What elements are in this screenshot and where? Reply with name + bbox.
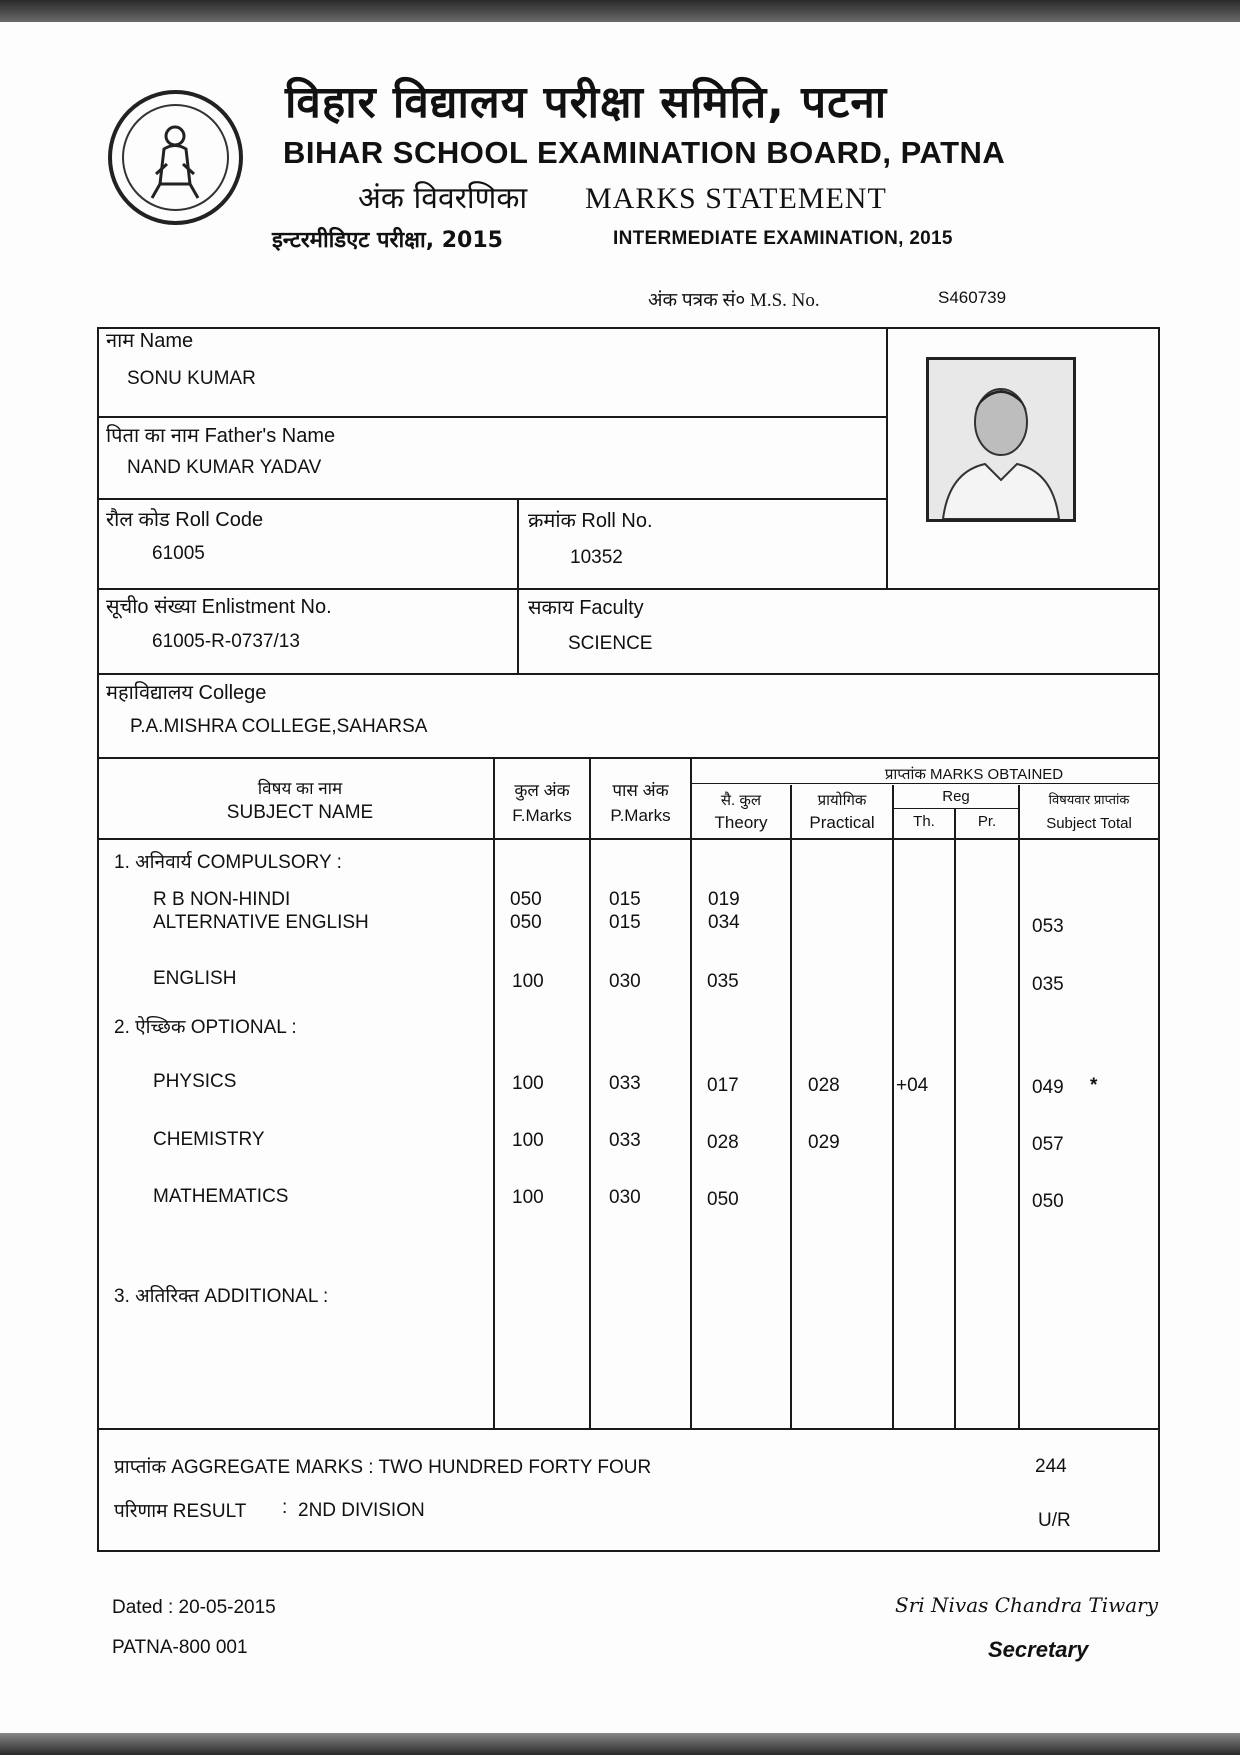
box-left-border (97, 327, 99, 1552)
reg-header: Reg (942, 788, 970, 805)
col-divider-theory (690, 757, 692, 1429)
subject-total: 057 (1032, 1134, 1064, 1155)
col-divider-pmarks (589, 757, 591, 1429)
subject-name: ALTERNATIVE ENGLISH (153, 912, 369, 933)
marks-obtained-header: प्राप्तांक MARKS OBTAINED (884, 766, 1064, 783)
statement-title-english: MARKS STATEMENT (585, 182, 887, 215)
result-colon: : (282, 1497, 288, 1518)
box-bottom-border (97, 1550, 1159, 1552)
col-divider-total (1018, 785, 1020, 1429)
pass-marks: 030 (609, 1187, 641, 1208)
exam-title-english: INTERMEDIATE EXAMINATION, 2015 (613, 228, 953, 249)
result-value: 2ND DIVISION (298, 1500, 425, 1521)
theory-header-hindi: सै. कुल (720, 792, 762, 809)
enlistment-no: 61005-R-0737/13 (152, 631, 300, 652)
student-name: SONU KUMAR (127, 368, 256, 389)
father-row-divider (97, 498, 887, 500)
full-marks: 100 (512, 971, 544, 992)
enlist-row-divider (97, 673, 1159, 675)
subject-total: 035 (1032, 974, 1064, 995)
full-marks: 050 (510, 889, 542, 910)
subject-name: R B NON-HINDI (153, 889, 291, 910)
aggregate-marks-label: प्राप्तांक AGGREGATE MARKS : TWO HUNDRED FORTY FOUR (114, 1457, 652, 1478)
subject-total: 050 (1032, 1191, 1064, 1212)
roll-row-divider (97, 588, 1159, 590)
ms-no-label: अंक पत्रक सं० M.S. No. (648, 290, 820, 311)
college-row-divider (97, 757, 1159, 759)
subject-name: MATHEMATICS (153, 1186, 289, 1207)
subject-header-hindi: विषय का नाम (257, 779, 343, 798)
section-optional: 2. ऐच्छिक OPTIONAL : (114, 1017, 297, 1038)
ms-no-value: S460739 (938, 288, 1007, 307)
info-box-top-border (97, 327, 1159, 329)
pmarks-header-hindi: पास अंक (612, 781, 669, 800)
place-pin: PATNA-800 001 (112, 1637, 248, 1658)
col-divider-reg (892, 785, 894, 1429)
reg-theory-marks: +04 (896, 1075, 929, 1096)
full-marks: 050 (510, 912, 542, 933)
father-name-label: पिता का नाम Father's Name (106, 425, 336, 447)
subject-name: CHEMISTRY (153, 1129, 265, 1150)
college-name: P.A.MISHRA COLLEGE,SAHARSA (130, 716, 428, 737)
faculty-label: सकाय Faculty (528, 597, 644, 619)
student-photo (926, 357, 1076, 522)
reg-header-divider (892, 808, 1018, 809)
secretary-signature: Sri Nivas Chandra Tiwary (895, 1593, 1159, 1617)
scan-bottom-border (0, 1733, 1240, 1755)
pmarks-header: P.Marks (610, 806, 671, 825)
fmarks-header-hindi: कुल अंक (514, 781, 570, 800)
theory-marks: 019 (708, 889, 740, 910)
exam-title-hindi: इन्टरमीडिएट परीक्षा, 2015 (272, 228, 503, 253)
section-compulsory: 1. अनिवार्य COMPULSORY : (114, 852, 342, 873)
section-additional: 3. अतिरिक्त ADDITIONAL : (114, 1286, 329, 1307)
practical-header: Practical (809, 813, 875, 832)
asterisk-mark: * (1090, 1075, 1098, 1096)
name-label: नाम Name (106, 330, 194, 352)
theory-marks: 017 (707, 1075, 739, 1096)
pass-marks: 015 (609, 912, 641, 933)
college-label: महाविद्यालय College (106, 682, 267, 704)
practical-header-hindi: प्रायोगिक (817, 792, 867, 809)
statement-title-hindi: अंक विवरणिका (358, 181, 528, 216)
table-bottom-border (97, 1428, 1159, 1430)
fmarks-header: F.Marks (512, 806, 572, 825)
name-row-divider (97, 416, 887, 418)
theory-marks: 050 (707, 1189, 739, 1210)
board-name-english: BIHAR SCHOOL EXAMINATION BOARD, PATNA (283, 135, 1006, 170)
enlistment-label: सूचीo संख्या Enlistment No. (106, 596, 332, 618)
theory-marks: 034 (708, 912, 740, 933)
roll-no-label: क्रमांक Roll No. (528, 510, 653, 532)
father-name: NAND KUMAR YADAV (127, 457, 322, 478)
subject-name: PHYSICS (153, 1071, 237, 1092)
pass-marks: 033 (609, 1130, 641, 1151)
pass-marks: 030 (609, 971, 641, 992)
photo-column-divider (886, 327, 888, 589)
col-divider-practical (790, 785, 792, 1429)
practical-marks: 028 (808, 1075, 840, 1096)
full-marks: 100 (512, 1130, 544, 1151)
date-issued: Dated : 20-05-2015 (112, 1597, 276, 1618)
reg-pr-header: Pr. (977, 813, 997, 830)
subject-header: SUBJECT NAME (226, 802, 374, 823)
full-marks: 100 (512, 1187, 544, 1208)
theory-marks: 028 (707, 1132, 739, 1153)
scan-top-border (0, 0, 1240, 22)
subject-total-header-hindi: विषयवार प्राप्तांक (1048, 792, 1130, 807)
col-divider-reg-th (954, 808, 956, 1429)
theory-marks: 035 (707, 971, 739, 992)
faculty: SCIENCE (568, 633, 653, 654)
pass-marks: 015 (609, 889, 641, 910)
practical-marks: 029 (808, 1132, 840, 1153)
theory-header: Theory (714, 813, 768, 832)
subject-name: ENGLISH (153, 968, 237, 989)
col-divider-fmarks (493, 757, 495, 1429)
roll-code: 61005 (152, 543, 205, 564)
reg-th-header: Th. (913, 813, 935, 830)
result-label: परिणाम RESULT (114, 1501, 247, 1522)
table-header-bottom-border (97, 838, 1159, 840)
pass-marks: 033 (609, 1073, 641, 1094)
roll-no: 10352 (570, 547, 623, 568)
full-marks: 100 (512, 1073, 544, 1094)
secretary-title: Secretary (988, 1637, 1089, 1662)
roll-code-label: रौल कोड Roll Code (106, 509, 264, 531)
subject-total: 053 (1032, 916, 1064, 937)
box-right-border (1158, 327, 1160, 1552)
roll-column-divider (517, 498, 519, 674)
board-name-hindi: विहार विद्यालय परीक्षा समिति, पटना (285, 77, 888, 128)
subject-total: 049 (1032, 1077, 1064, 1098)
subject-total-header: Subject Total (1046, 815, 1132, 832)
board-emblem-icon (108, 90, 243, 225)
result-code: U/R (1038, 1510, 1071, 1531)
aggregate-marks-value: 244 (1035, 1456, 1067, 1477)
